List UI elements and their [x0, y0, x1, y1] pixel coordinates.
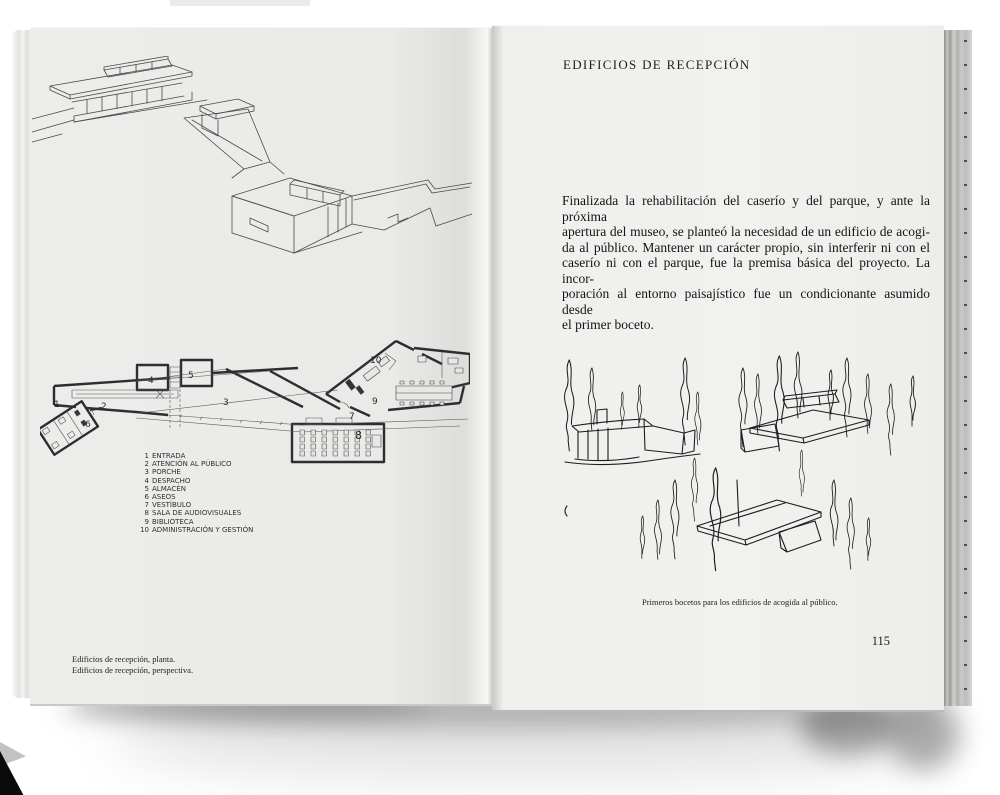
page-stack-edge-left [12, 30, 30, 698]
mid-pavilion [200, 99, 254, 136]
page-top-edge-highlight [170, 0, 310, 6]
paragraph-line: caserío ni con el parque, fue la premisa básica del proyecto. La incor- [562, 255, 930, 286]
legend-label: SALA DE AUDIOVISUALES [152, 509, 242, 518]
body-paragraph [562, 193, 930, 333]
plan-room-label: 4 [148, 376, 154, 386]
legend-item [138, 501, 253, 509]
legend-item [138, 509, 253, 517]
legend-label: PORCHE [152, 468, 181, 477]
sketch-bottom-trees [640, 450, 871, 571]
legend-item [138, 452, 253, 460]
page-number: 115 [871, 634, 890, 648]
legend-number: 10 [140, 525, 149, 534]
legend-label: BIBLIOTECA [152, 517, 194, 526]
plan-room-label: 7 [349, 412, 355, 422]
page-stack-edge-right [944, 30, 972, 706]
sketch-caption: Primeros bocetos para los edificios de acogida al público. [642, 597, 838, 607]
legend-number: 6 [144, 493, 149, 502]
legend-number: 2 [144, 460, 149, 469]
legend-item [138, 485, 253, 493]
lower-building [232, 178, 352, 253]
plan-furniture [345, 356, 463, 447]
paragraph-line: da al público. Mantener un carácter propio, sin interferir ni con el [562, 239, 930, 255]
legend-item [138, 477, 253, 485]
legend-item [138, 468, 253, 476]
figure-caption-planta: Edificios de recepción, planta. [72, 654, 176, 664]
sloping-canopy [184, 109, 284, 178]
paragraph-line: Finalizada la rehabilitación del caserío y del parque, y ante la próxima [562, 193, 930, 224]
legend-item [138, 460, 253, 468]
legend-label: ASEOS [152, 493, 176, 502]
plan-legend [138, 452, 253, 534]
binding-stitch-marks [964, 40, 967, 696]
paragraph-line: el primer boceto. [562, 317, 654, 332]
plan-thick-walls [54, 341, 470, 462]
legend-label: ADMINISTRACIÓN Y GESTIÓN [152, 525, 254, 534]
legend-number: 1 [144, 452, 149, 460]
upper-pavilion [32, 56, 207, 142]
plan-room-label: 5 [188, 371, 194, 381]
plan-room-label: 2 [101, 402, 107, 412]
sketches-drawing [545, 330, 935, 592]
chapter-heading: EDIFICIOS DE RECEPCIÓN [563, 57, 751, 72]
legend-number: 9 [144, 517, 149, 526]
plan-room-label: 10 [370, 356, 382, 366]
sketch-left-building [565, 409, 700, 465]
legend-number: 7 [144, 501, 149, 510]
legend-label: ATENCIÓN AL PÚBLICO [152, 460, 232, 469]
sketch-bottom-building [697, 480, 821, 552]
legend-item [138, 526, 253, 534]
sketch-left-trees [565, 358, 701, 451]
legend-number: 3 [144, 468, 149, 477]
perspective-drawing [32, 56, 472, 286]
plan-room-label: 1 [54, 400, 60, 410]
paragraph-line: poración al entorno paisajístico fue un condicionante asumido desde [562, 286, 930, 317]
figure-caption-perspectiva: Edificios de recepción, perspectiva. [72, 665, 194, 675]
plan-room-label: 6 [85, 420, 91, 430]
legend-number: 8 [144, 509, 149, 518]
figure-captions [72, 654, 193, 676]
legend-label: DESPACHO [152, 476, 191, 485]
legend-label: ALMACÉN [152, 484, 186, 493]
stray-pen-mark [565, 506, 567, 516]
legend-number: 5 [144, 484, 149, 493]
legend-label: ENTRADA [152, 452, 186, 460]
legend-number: 4 [144, 476, 149, 485]
plan-room-label: 9 [372, 397, 378, 407]
plan-room-label: 8 [355, 429, 362, 442]
legend-item [138, 493, 253, 501]
legend-item [138, 518, 253, 526]
paragraph-line: apertura del museo, se planteó la necesidad de un edificio de acogi- [562, 224, 930, 239]
plan-room-label: 3 [223, 398, 229, 408]
legend-label: VESTÍBULO [152, 501, 192, 510]
floor-plan-drawing [40, 328, 470, 473]
